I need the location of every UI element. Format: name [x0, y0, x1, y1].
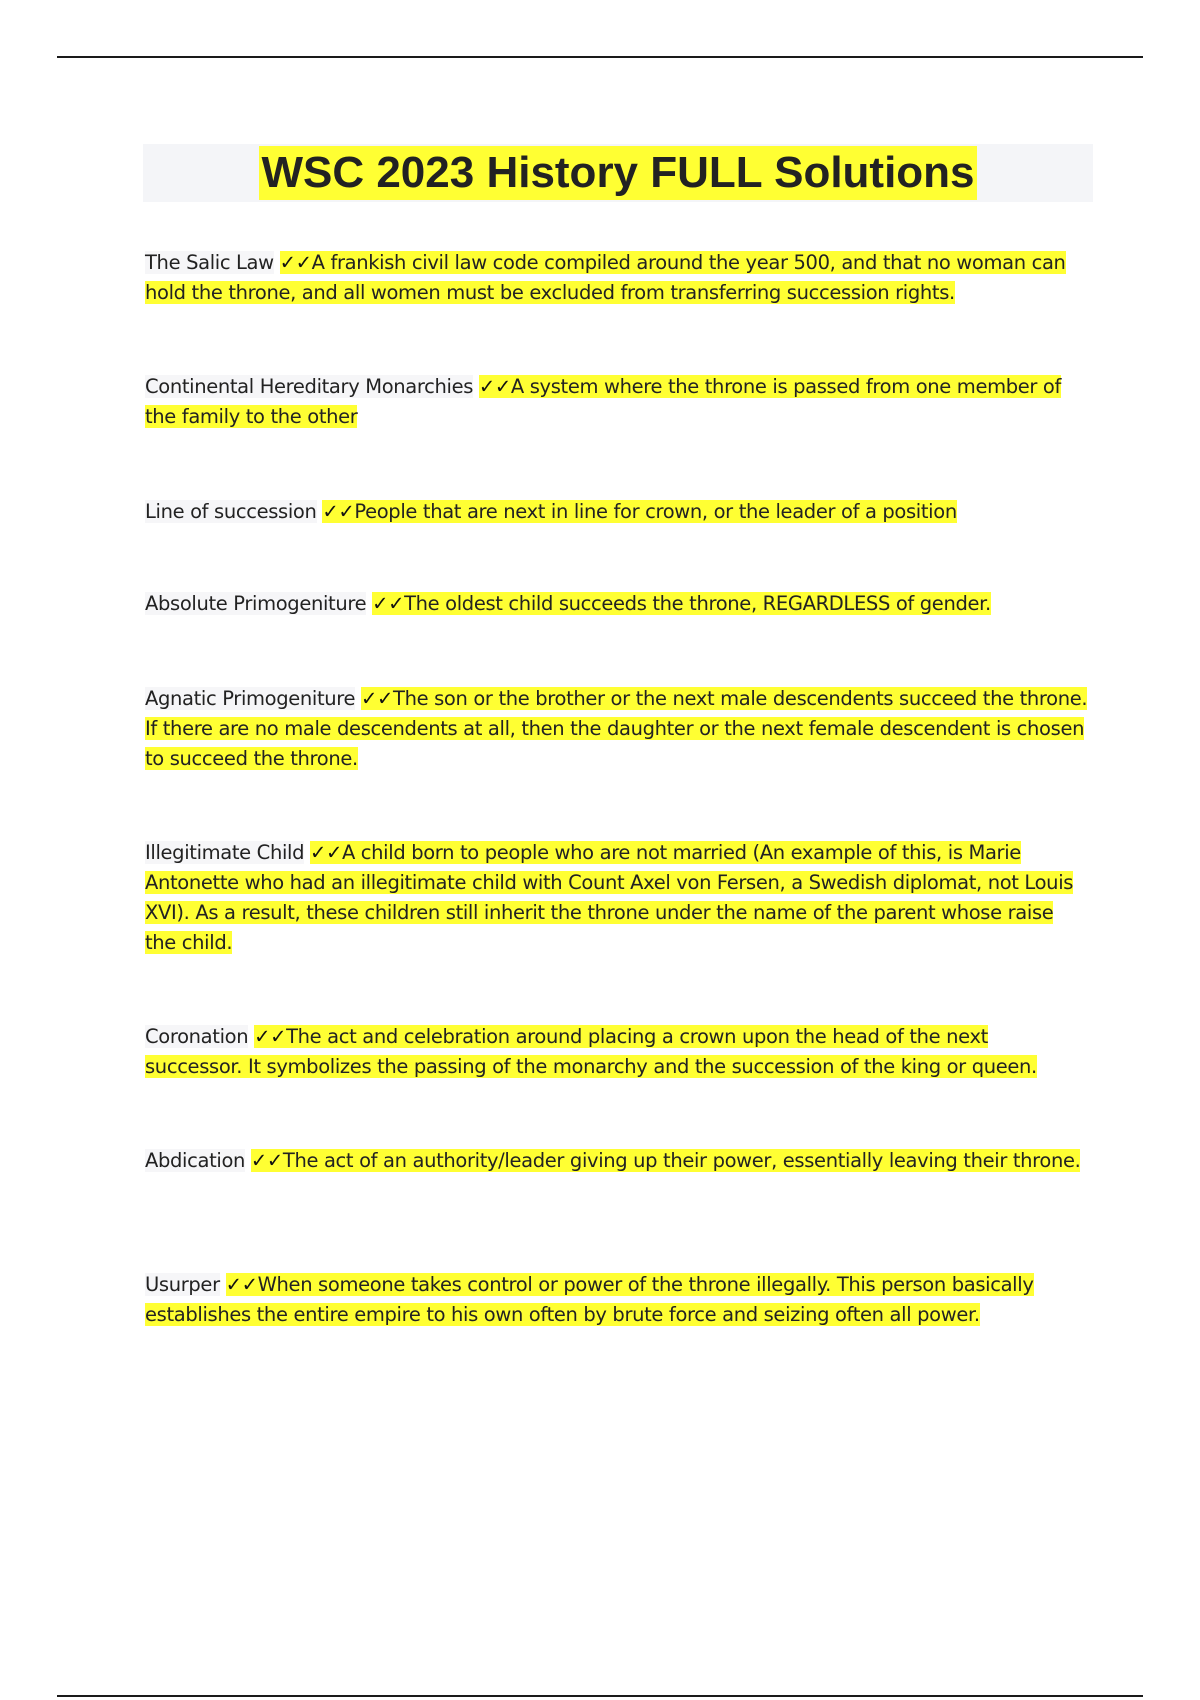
- entry-definition: A child born to people who are not married (An example of this, is Marie Antonette who had an illegitimate child with Count Axel von Fersen, a Swedish diplomat, not Louis XVI). As a result, these children still inherit the throne under the name of the parent whose raise the child.: [145, 841, 1074, 954]
- entry-definition: People that are next in line for crown, or the leader of a position: [354, 500, 957, 523]
- check-mark-icon: ✓✓: [279, 251, 312, 274]
- qa-entry-absolute-primogeniture: [145, 589, 1090, 619]
- entry-term: Abdication: [145, 1149, 246, 1172]
- bottom-rule: [57, 1695, 1143, 1697]
- entry-answer: [251, 1149, 1081, 1172]
- entry-term: Coronation: [145, 1025, 249, 1048]
- title-band: [143, 144, 1093, 202]
- qa-entry-salic-law: [145, 248, 1090, 308]
- qa-entry-coronation: [145, 1022, 1090, 1082]
- entry-definition: The act and celebration around placing a crown upon the head of the next successor. It symbolizes the passing of the monarchy and the succession of the king or queen.: [145, 1025, 1037, 1078]
- qa-entry-agnatic-primogeniture: [145, 684, 1090, 774]
- check-mark-icon: ✓✓: [225, 1273, 258, 1296]
- check-mark-icon: ✓✓: [309, 841, 342, 864]
- check-mark-icon: ✓✓: [254, 1025, 287, 1048]
- qa-entry-continental-hereditary-monarchies: [145, 372, 1090, 432]
- entry-answer: [372, 592, 991, 615]
- entry-definition: A system where the throne is passed from one member of the family to the other: [145, 375, 1062, 428]
- check-mark-icon: ✓✓: [361, 687, 394, 710]
- entry-term: Illegitimate Child: [145, 841, 305, 864]
- entry-definition: When someone takes control or power of the throne illegally. This person basically establishes the entire empire to his own often by brute force and seizing often all power.: [145, 1273, 1034, 1326]
- entry-term: Continental Hereditary Monarchies: [145, 375, 474, 398]
- check-mark-icon: ✓✓: [322, 500, 355, 523]
- qa-entry-illegitimate-child: [145, 838, 1090, 958]
- qa-entry-usurper: [145, 1270, 1090, 1330]
- check-mark-icon: ✓✓: [250, 1149, 283, 1172]
- entry-answer: [145, 1273, 1034, 1326]
- entry-term: Line of succession: [145, 500, 317, 523]
- entry-definition: The act of an authority/leader giving up their power, essentially leaving their throne.: [282, 1149, 1081, 1172]
- entry-definition: The son or the brother or the next male descendents succeed the throne. If there are no male descendents at all, then the daughter or the next female descendent is chosen to succeed the throne.: [145, 687, 1088, 770]
- entry-term: The Salic Law: [145, 251, 274, 274]
- qa-entry-abdication: [145, 1146, 1090, 1176]
- entry-answer: [145, 251, 1066, 304]
- entry-answer: [322, 500, 956, 523]
- entry-definition: A frankish civil law code compiled around the year 500, and that no woman can hold the throne, and all women must be excluded from transferring succession rights.: [145, 251, 1066, 304]
- entry-answer: [145, 1025, 1037, 1078]
- entry-term: Absolute Primogeniture: [145, 592, 367, 615]
- qa-entry-line-of-succession: [145, 497, 1090, 527]
- top-rule: [57, 56, 1143, 58]
- entry-term: Usurper: [145, 1273, 220, 1296]
- entry-definition: The oldest child succeeds the throne, REGARDLESS of gender.: [404, 592, 991, 615]
- check-mark-icon: ✓✓: [478, 375, 511, 398]
- page-title: WSC 2023 History FULL Solutions: [259, 146, 976, 200]
- check-mark-icon: ✓✓: [372, 592, 405, 615]
- entry-term: Agnatic Primogeniture: [145, 687, 356, 710]
